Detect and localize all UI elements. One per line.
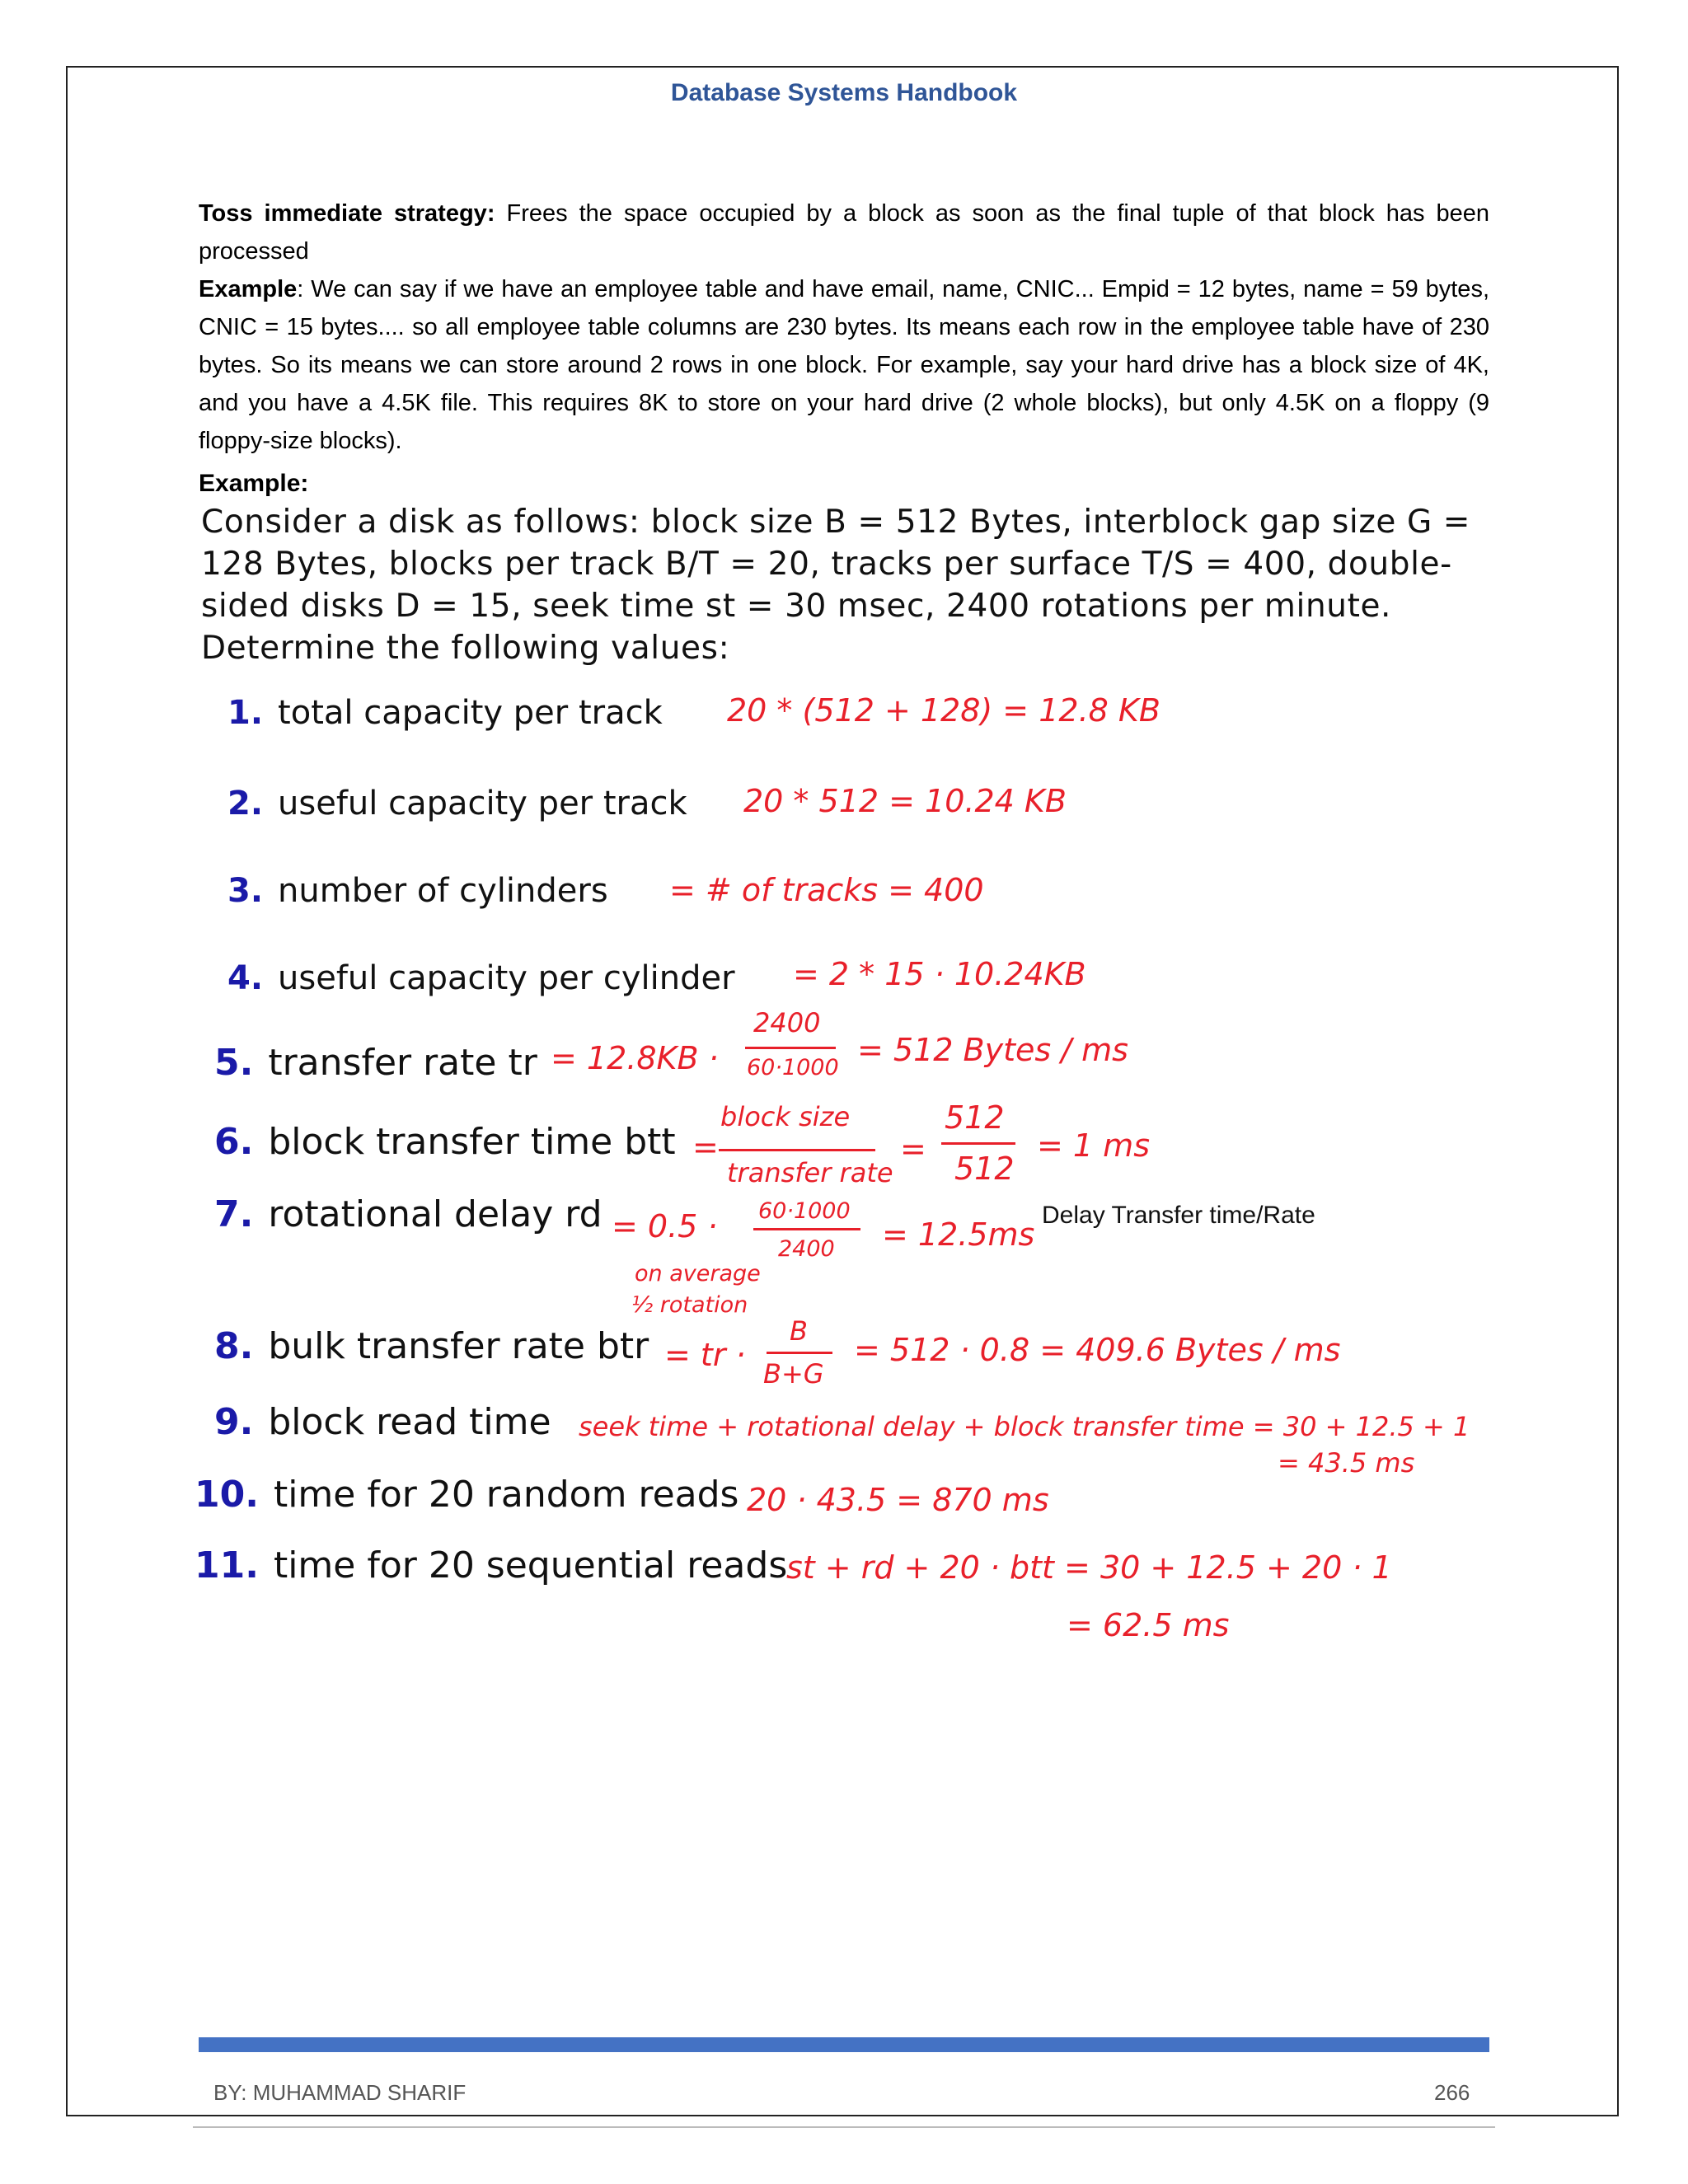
answer-7-denominator: 2400 xyxy=(778,1236,835,1262)
question-8: 8. bulk transfer rate btr xyxy=(214,1325,649,1367)
answer-6-numerator: block size xyxy=(720,1101,851,1132)
answer-6-denominator: transfer rate xyxy=(727,1157,893,1188)
answer-4: = 2 * 15 · 10.24KB xyxy=(793,956,1086,992)
example-text: : We can say if we have an employee table and have email, name, CNIC... Empid = 12 bytes, name = 59 bytes, CNIC = 15 bytes.... so all employee table columns are 230 bytes. Its means each row in the employee table have of 230 bytes. So its means we can store around 2 rows in one block. For example, say your hard drive has a block size of 4K, and you have a 4.5K file. This requires 8K to store on your hard drive (2 whole blocks), but only 4.5K on a floppy (9 floppy-size blocks). xyxy=(199,276,1489,454)
question-6: 6. block transfer time btt xyxy=(214,1121,676,1163)
footer-bar xyxy=(199,2037,1489,2052)
answer-11-result: = 62.5 ms xyxy=(1067,1607,1230,1643)
question-5: 5. transfer rate tr xyxy=(214,1042,537,1084)
answer-5-numerator: 2400 xyxy=(753,1007,821,1038)
answer-6-numerator-2: 512 xyxy=(945,1099,1005,1136)
answer-5-denominator: 60·1000 xyxy=(747,1055,839,1080)
footer-author: BY: MUHAMMAD SHARIF xyxy=(213,2080,467,2105)
bottom-rule xyxy=(193,2126,1495,2128)
answer-7-fraction-line xyxy=(753,1228,860,1230)
question-11: 11. time for 20 sequential reads xyxy=(195,1544,788,1586)
question-7: 7. rotational delay rd xyxy=(214,1193,603,1235)
toss-strategy-text: Frees the space occupied by a block as soon as the final tuple of that block has been processed xyxy=(199,200,1490,265)
answer-7-note-rotation: ½ rotation xyxy=(631,1292,748,1318)
answer-10: 20 · 43.5 = 870 ms xyxy=(747,1482,1049,1518)
example-paragraph xyxy=(199,270,1489,460)
toss-strategy-label: Toss immediate strategy: xyxy=(199,200,495,227)
answer-7-numerator: 60·1000 xyxy=(758,1198,851,1224)
answer-6-result: = 1 ms xyxy=(1037,1127,1150,1164)
answer-2: 20 * 512 = 10.24 KB xyxy=(743,783,1067,819)
question-3: 3. number of cylinders xyxy=(227,872,608,910)
question-10: 10. time for 20 random reads xyxy=(195,1474,739,1516)
example-label: Example xyxy=(199,276,298,302)
answer-8-numerator: B xyxy=(790,1315,808,1347)
answer-5-fraction-line xyxy=(745,1047,836,1049)
answer-5-prefix: = 12.8KB · xyxy=(551,1040,719,1076)
delay-transfer-note: Delay Transfer time/Rate xyxy=(1042,1202,1315,1229)
question-4: 4. useful capacity per cylinder xyxy=(227,959,735,997)
answer-7-result: = 12.5ms xyxy=(882,1216,1035,1253)
answer-9: seek time + rotational delay + block transfer time = 30 + 12.5 + 1 xyxy=(579,1411,1470,1442)
answer-7-note-average: on average xyxy=(635,1261,761,1286)
answer-6-denominator-2: 512 xyxy=(954,1151,1015,1187)
answer-8-denominator: B+G xyxy=(763,1358,824,1390)
answer-8-prefix: = tr · xyxy=(664,1337,746,1373)
question-1: 1. total capacity per track xyxy=(227,694,663,732)
answer-8-fraction-line xyxy=(767,1352,832,1354)
answer-5-result: = 512 Bytes / ms xyxy=(857,1032,1128,1068)
answer-6-fraction-line-2 xyxy=(941,1142,1015,1145)
answer-3: = # of tracks = 400 xyxy=(669,872,984,908)
answer-11: st + rd + 20 · btt = 30 + 12.5 + 20 · 1 xyxy=(786,1549,1392,1586)
answer-9-result: = 43.5 ms xyxy=(1278,1447,1415,1479)
question-9: 9. block read time xyxy=(214,1401,551,1443)
toss-strategy-paragraph xyxy=(199,194,1489,270)
example-2-label: Example: xyxy=(199,470,309,497)
problem-statement: Consider a disk as follows: block size B = 512 Bytes, interblock gap size G = 128 Bytes, blocks per track B/T = 20, tracks per surface T/S = 400, double-sided disks D = 15, seek time st = 30 msec, 2400 rotations per minute. Determine the following values: xyxy=(201,504,1471,667)
page-number: 266 xyxy=(1434,2080,1470,2105)
answer-6-eq1: = xyxy=(692,1129,719,1165)
answer-6-fraction-line xyxy=(719,1149,875,1151)
question-2: 2. useful capacity per track xyxy=(227,785,687,823)
answer-7-prefix: = 0.5 · xyxy=(612,1208,718,1244)
answer-1: 20 * (512 + 128) = 12.8 KB xyxy=(727,692,1160,729)
answer-6-eq2: = xyxy=(900,1131,926,1167)
page-header-title: Database Systems Handbook xyxy=(670,79,1018,106)
answer-8-result: = 512 · 0.8 = 409.6 Bytes / ms xyxy=(854,1332,1341,1368)
